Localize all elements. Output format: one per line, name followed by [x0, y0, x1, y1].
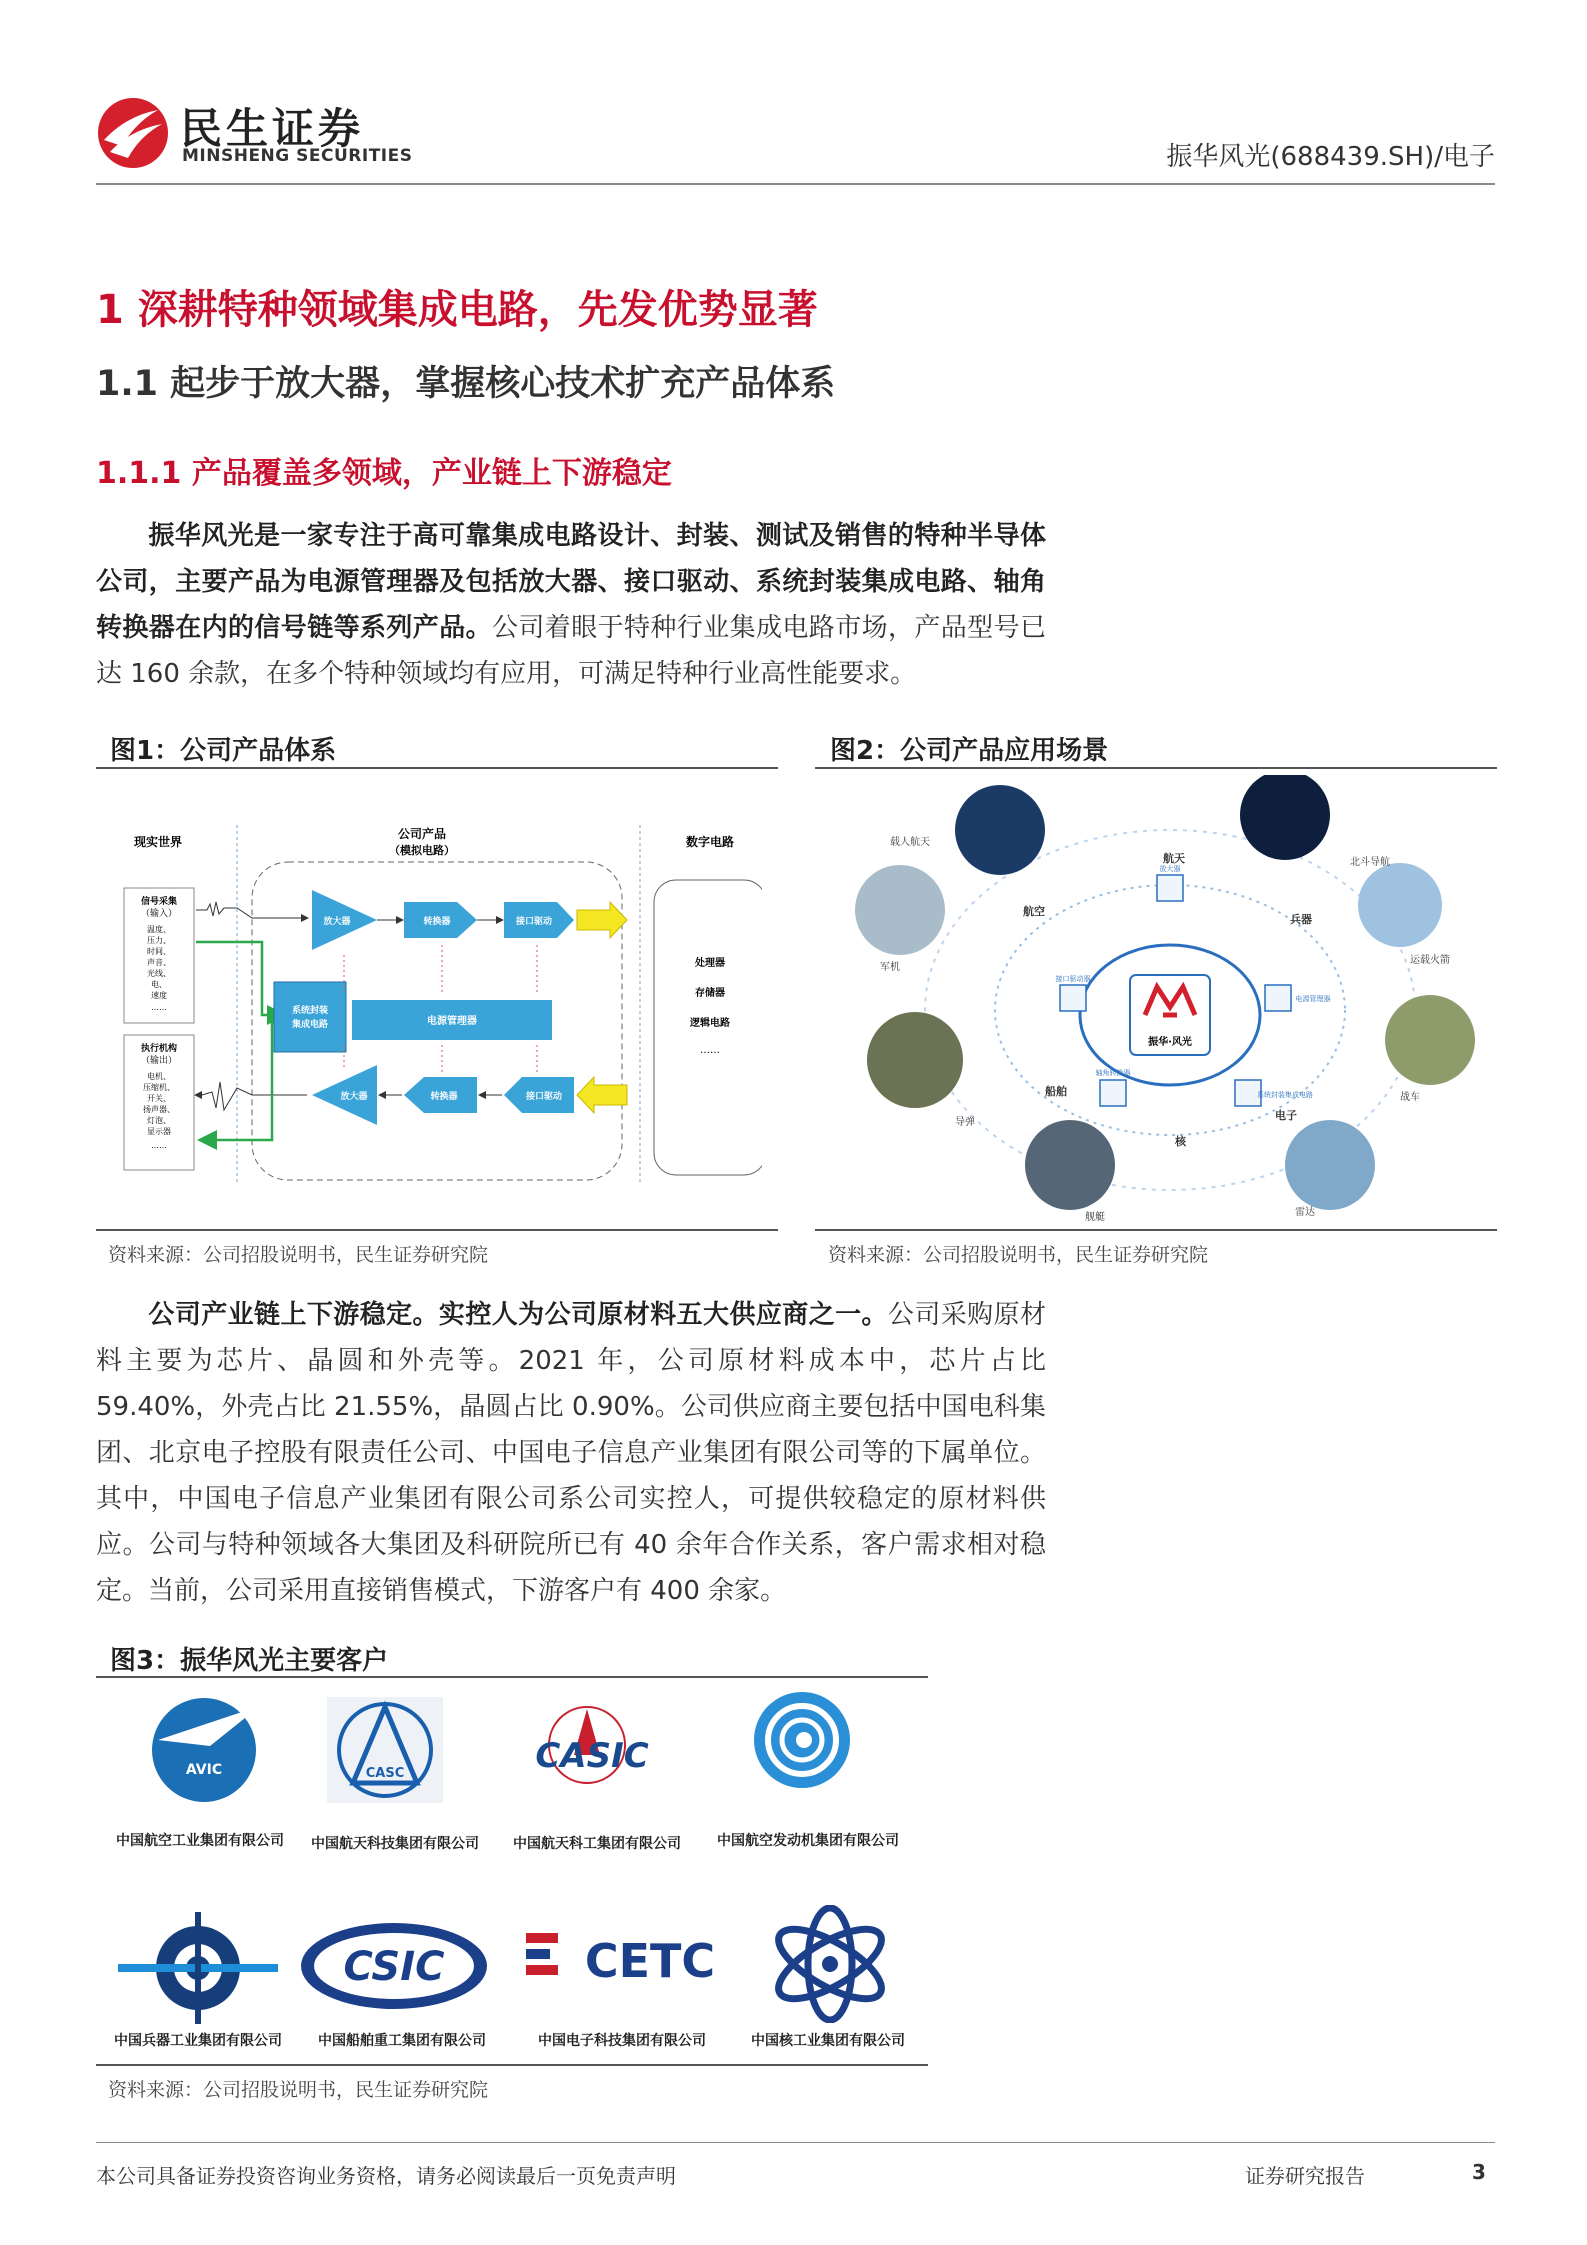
photo-crewed-spaceflight — [955, 785, 1045, 875]
actuator-item: 电机、 — [147, 1072, 171, 1081]
photo-missile — [867, 1012, 963, 1108]
figure-1-top-rule — [96, 767, 778, 769]
csic-logo-icon — [298, 1920, 490, 2012]
photo-label: 军机 — [880, 962, 900, 973]
logo-text: AVIC — [185, 1762, 223, 1778]
figure-2-source: 资料来源：公司招股说明书，民生证券研究院 — [828, 1244, 1209, 1266]
chip-icon — [1100, 1080, 1126, 1106]
cetc-logo-icon — [520, 1925, 720, 1995]
logic-label: 逻辑电路 — [690, 1018, 730, 1029]
photo-label: 载人航天 — [890, 837, 930, 848]
chip-label: 放大器 — [1159, 865, 1181, 873]
figure-2-bottom-rule — [815, 1229, 1497, 1231]
subsection-heading: 1.1 起步于放大器，掌握核心技术扩充产品体系 — [96, 364, 836, 404]
photo-tank — [1385, 995, 1475, 1085]
chip-label: 轴角转换器 — [1095, 1069, 1131, 1077]
actuator-item: 灯泡、 — [147, 1116, 171, 1125]
customer-name: 中国核工业集团有限公司 — [751, 2033, 905, 2049]
signal-item: 光线、 — [147, 969, 171, 978]
report-ticker: 振华风光(688439.SH)/电子 — [1166, 142, 1495, 172]
sip-block — [274, 982, 346, 1052]
ring-label: 兵器 — [1290, 913, 1312, 926]
label-signal-in: 信号采集 — [140, 897, 178, 907]
output-signal-wave — [196, 1082, 307, 1110]
sip-label-2: 集成电路 — [291, 1020, 329, 1030]
actuator-item: 显示器 — [147, 1127, 171, 1136]
center-label: 振华·风光 — [1148, 1037, 1192, 1048]
ring-label: 电子 — [1275, 1109, 1297, 1122]
signal-item: 温度、 — [147, 925, 171, 934]
signal-item: 压力、 — [147, 936, 171, 945]
figure-3-title: 图3：振华风光主要客户 — [110, 1646, 389, 1676]
intro-paragraph — [96, 513, 1046, 697]
customer-name: 中国航空工业集团有限公司 — [116, 1833, 284, 1849]
signal-item: …… — [151, 1003, 167, 1012]
figure-1-title: 图1：公司产品体系 — [110, 736, 337, 766]
logo-text: CASIC — [535, 1736, 649, 1776]
customer-name: 中国航天科工集团有限公司 — [513, 1836, 681, 1852]
power-label: 电源管理器 — [427, 1016, 477, 1027]
ring-label: 核 — [1175, 1135, 1186, 1148]
interface-label-2: 接口驱动 — [525, 1092, 563, 1102]
figure-2-top-rule — [815, 767, 1497, 769]
photo-label: 雷达 — [1295, 1207, 1315, 1218]
interface-label: 接口驱动 — [515, 917, 553, 927]
label-analog: （模拟电路） — [389, 844, 455, 857]
aecc-logo-icon — [752, 1690, 852, 1790]
photo-rocket — [1358, 863, 1442, 947]
actuator-item: 扬声器、 — [143, 1105, 175, 1114]
casc-logo-icon — [325, 1695, 445, 1805]
amplifier-label: 放大器 — [323, 917, 351, 927]
digital-in-arrow — [577, 1077, 627, 1113]
label-digital: 数字电路 — [685, 835, 735, 849]
signal-item: 时间、 — [147, 947, 171, 956]
casic-logo-icon — [512, 1695, 672, 1805]
converter-label-2: 转换器 — [430, 1092, 458, 1102]
customer-name: 中国电子科技集团有限公司 — [538, 2033, 706, 2049]
figure-3-bottom-rule — [96, 2064, 928, 2066]
figure-2-title: 图2：公司产品应用场景 — [830, 736, 1109, 766]
actuator-item: 开关、 — [147, 1094, 171, 1103]
label-signal-in-sub: （输入） — [140, 909, 178, 919]
customer-name: 中国兵器工业集团有限公司 — [114, 2033, 282, 2049]
green-input-arrow — [196, 942, 282, 1015]
figure-3-top-rule — [96, 1676, 928, 1678]
brand-name-en: MINSHENG SECURITIES — [182, 146, 413, 166]
logo-text: CSIC — [343, 1944, 445, 1990]
photo-label: 战车 — [1400, 1092, 1420, 1103]
ring-label: 船舶 — [1045, 1085, 1067, 1098]
footer-divider — [96, 2142, 1495, 2143]
product-system-diagram — [112, 810, 762, 1190]
photo-beidou — [1240, 775, 1330, 860]
subsubsection-heading: 1.1.1 产品覆盖多领域，产业链上下游稳定 — [96, 456, 672, 491]
customer-name: 中国航空发动机集团有限公司 — [717, 1833, 899, 1849]
avic-logo-icon — [138, 1692, 270, 1804]
page-number: 3 — [1472, 2160, 1486, 2184]
signal-item: 电、 — [151, 980, 167, 989]
figure-1-bottom-rule — [96, 1229, 778, 1231]
chip-label: 接口驱动器 — [1055, 975, 1091, 983]
digital-dots: …… — [700, 1045, 720, 1056]
cnnc-logo-icon — [768, 1905, 892, 2023]
green-output-arrow — [202, 1022, 282, 1140]
sip-label-1: 系统封装 — [291, 1006, 329, 1016]
application-scenario-diagram — [845, 775, 1495, 1225]
photo-label: 舰艇 — [1085, 1212, 1105, 1223]
chip-label: 电源管理器 — [1295, 995, 1331, 1003]
converter-label: 转换器 — [423, 917, 451, 927]
supply-chain-rest: 公司采购原材料主要为芯片、晶圆和外壳等。2021 年，公司原材料成本中，芯片占比 59.40%，外壳占比 21.55%，晶圆占比 0.90%。公司供应商主要包括中国电科集团、北京电子控股有限责任公司、中国电子信息产业集团有限公司等的下属单位。其中，中国电子信息产业集团有限公司系公司实控人，可提供较稳定的原材料供应。公司与特种领域各大集团及科研院所已有 40 余年合作关系，客户需求相对稳定。当前，公司采用直接销售模式，下游客户有 400 余家。 — [96, 1300, 1046, 1606]
section-heading: 1 深耕特种领域集成电路，先发优势显著 — [96, 287, 818, 333]
label-actuator-sub: （输出） — [140, 1056, 178, 1066]
actuator-item: …… — [151, 1141, 167, 1150]
logo-text: CETC — [584, 1934, 716, 1988]
photo-radar — [1285, 1120, 1375, 1210]
chip-label: 系统封装集成电路 — [1257, 1091, 1313, 1099]
photo-label: 运载火箭 — [1410, 955, 1450, 966]
processor-label: 处理器 — [695, 958, 725, 969]
actuator-item: 压缩机、 — [143, 1083, 175, 1092]
photo-warship — [1025, 1120, 1115, 1210]
footer-disclaimer: 本公司具备证券投资咨询业务资格，请务必阅读最后一页免责声明 — [96, 2164, 676, 2188]
ring-label: 航空 — [1023, 905, 1045, 918]
label-real-world: 现实世界 — [133, 835, 183, 849]
intro-rest: 公司着眼于特种行业集成电路市场，产品型号已达 160 余款，在多个特种领域均有应用，可满足特种行业高性能要求。 — [96, 613, 1046, 689]
chip-icon — [1157, 875, 1183, 901]
intro-bold: 振华风光是一家专注于高可靠集成电路设计、封装、测试及销售的特种半导体公司，主要产品为电源管理器及包括放大器、接口驱动、系统封装集成电路、轴角转换器在内的信号链等系列产品。 — [96, 521, 1046, 643]
chip-icon — [1060, 985, 1086, 1011]
supply-chain-bold: 公司产业链上下游稳定。实控人为公司原材料五大供应商之一。 — [148, 1300, 888, 1330]
logo-text: CASC — [365, 1766, 405, 1781]
label-company-products: 公司产品 — [397, 827, 447, 841]
figure-3-source: 资料来源：公司招股说明书，民生证券研究院 — [108, 2079, 489, 2101]
minsheng-logo-icon — [96, 96, 170, 170]
label-actuator: 执行机构 — [140, 1044, 178, 1054]
customer-name: 中国船舶重工集团有限公司 — [318, 2033, 486, 2049]
photo-label: 北斗导航 — [1350, 857, 1390, 868]
digital-out-arrow — [577, 902, 627, 938]
norinco-logo-icon — [118, 1912, 278, 2024]
ring-label: 航天 — [1163, 852, 1185, 865]
amplifier-label-2: 放大器 — [340, 1092, 368, 1102]
header-divider — [96, 183, 1495, 185]
supply-chain-paragraph — [96, 1292, 1046, 1614]
photo-label: 导弹 — [955, 1117, 975, 1128]
figure-1-source: 资料来源：公司招股说明书，民生证券研究院 — [108, 1244, 489, 1266]
footer-report-type: 证券研究报告 — [1245, 2164, 1365, 2188]
chip-icon — [1265, 985, 1291, 1011]
brand-name: 民生证券 — [180, 104, 365, 153]
signal-item: 速度 — [151, 991, 167, 1000]
photo-military-aircraft — [855, 865, 945, 955]
signal-item: 声音、 — [147, 958, 171, 967]
memory-label: 存储器 — [695, 988, 725, 999]
customer-name: 中国航天科技集团有限公司 — [311, 1836, 479, 1852]
